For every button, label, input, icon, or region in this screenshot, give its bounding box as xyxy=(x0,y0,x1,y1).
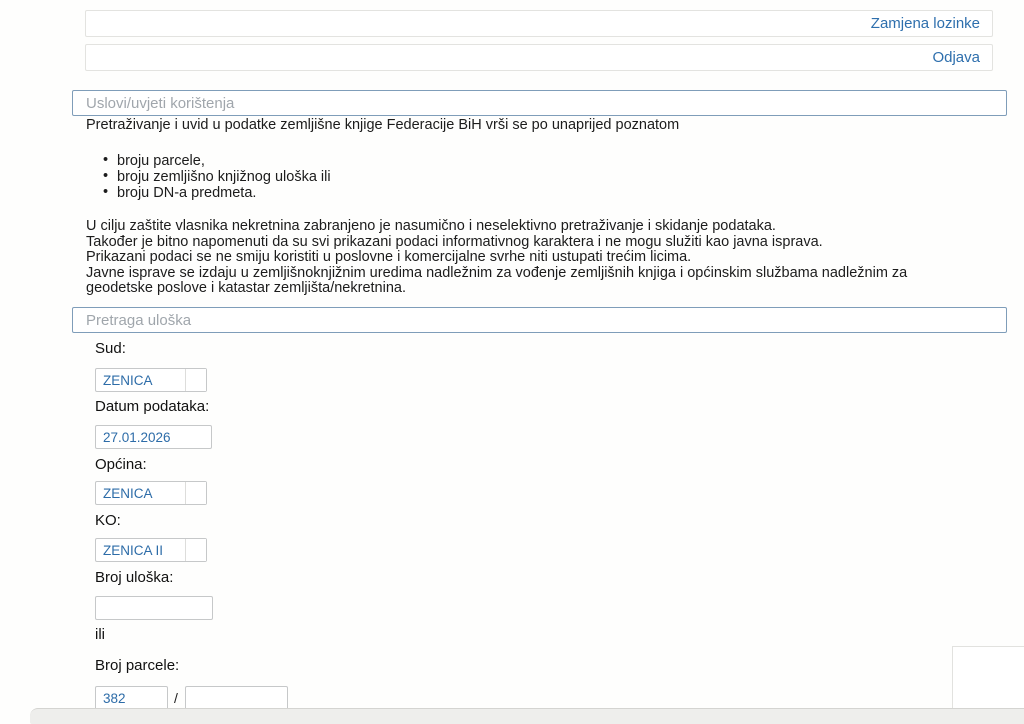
chevron-down-icon[interactable] xyxy=(185,482,206,504)
parcel-number-input[interactable] xyxy=(95,686,168,710)
municipality-label: Općina: xyxy=(95,456,147,473)
terms-paragraph: Prikazani podaci se ne smiju koristiti u poslovne i komercijalne svrhe niti ustupati trećim licima. xyxy=(86,249,692,265)
chevron-down-icon[interactable] xyxy=(185,369,206,391)
list-item: • broju parcele, xyxy=(103,153,331,169)
parcel-number-label: Broj parcele: xyxy=(95,657,180,674)
parcel-subnumber-input[interactable] xyxy=(185,686,288,710)
logout-box xyxy=(85,44,993,71)
list-item: • broju zemljišno knjižnog uloška ili xyxy=(103,169,331,185)
search-section-header xyxy=(72,307,1007,333)
terms-bullet-list xyxy=(103,153,331,201)
court-select-value: ZENICA xyxy=(103,372,153,388)
court-label: Sud: xyxy=(95,340,126,357)
cadastral-municipality-label: KO: xyxy=(95,512,121,529)
data-date-input[interactable] xyxy=(95,425,212,449)
chevron-down-icon[interactable] xyxy=(185,539,206,561)
or-text: ili xyxy=(95,626,105,643)
terms-paragraph: Također je bitno napomenuti da su svi prikazani podaci informativnog karaktera i ne mogu služiti kao javna isprava. xyxy=(86,233,823,250)
data-date-label: Datum podataka: xyxy=(95,398,210,415)
cadastral-municipality-select-value: ZENICA II xyxy=(103,542,164,558)
terms-section-header xyxy=(72,90,1007,116)
terms-paragraph: U cilju zaštite vlasnika nekretnina zabranjeno je nasumično i neselektivno pretraživanje i skidanje podataka. xyxy=(86,218,776,234)
municipality-select[interactable] xyxy=(95,481,207,505)
court-select[interactable] xyxy=(95,368,207,392)
terms-intro-text: Pretraživanje i uvid u podatke zemljišne knjige Federacije BiH vrši se po unaprijed poznatom xyxy=(86,117,680,133)
terms-paragraphs xyxy=(86,219,964,297)
folio-number-label: Broj uloška: xyxy=(95,569,174,586)
parcel-separator: / xyxy=(174,690,178,706)
list-item: • broju DN-a predmeta. xyxy=(103,185,331,201)
bottom-scrollbar[interactable] xyxy=(30,708,1024,724)
search-section-title: Pretraga uloška xyxy=(86,311,192,329)
change-password-box xyxy=(85,10,993,37)
page-corner-box xyxy=(952,646,1024,708)
municipality-select-value: ZENICA xyxy=(103,485,153,501)
folio-number-input[interactable] xyxy=(95,596,213,620)
logout-link[interactable]: Odjava xyxy=(932,49,980,66)
terms-section-title: Uslovi/uvjeti korištenja xyxy=(86,94,235,112)
cadastral-municipality-select[interactable] xyxy=(95,538,207,562)
terms-paragraph: Javne isprave se izdaju u zemljišnoknjižnim uredima nadležnim za vođenje zemljišnih knjiga i općinskim službama nadležnim za geodetske poslove i katastar zemljišta/nekretnina. xyxy=(86,264,908,296)
change-password-link[interactable]: Zamjena lozinke xyxy=(870,15,980,32)
